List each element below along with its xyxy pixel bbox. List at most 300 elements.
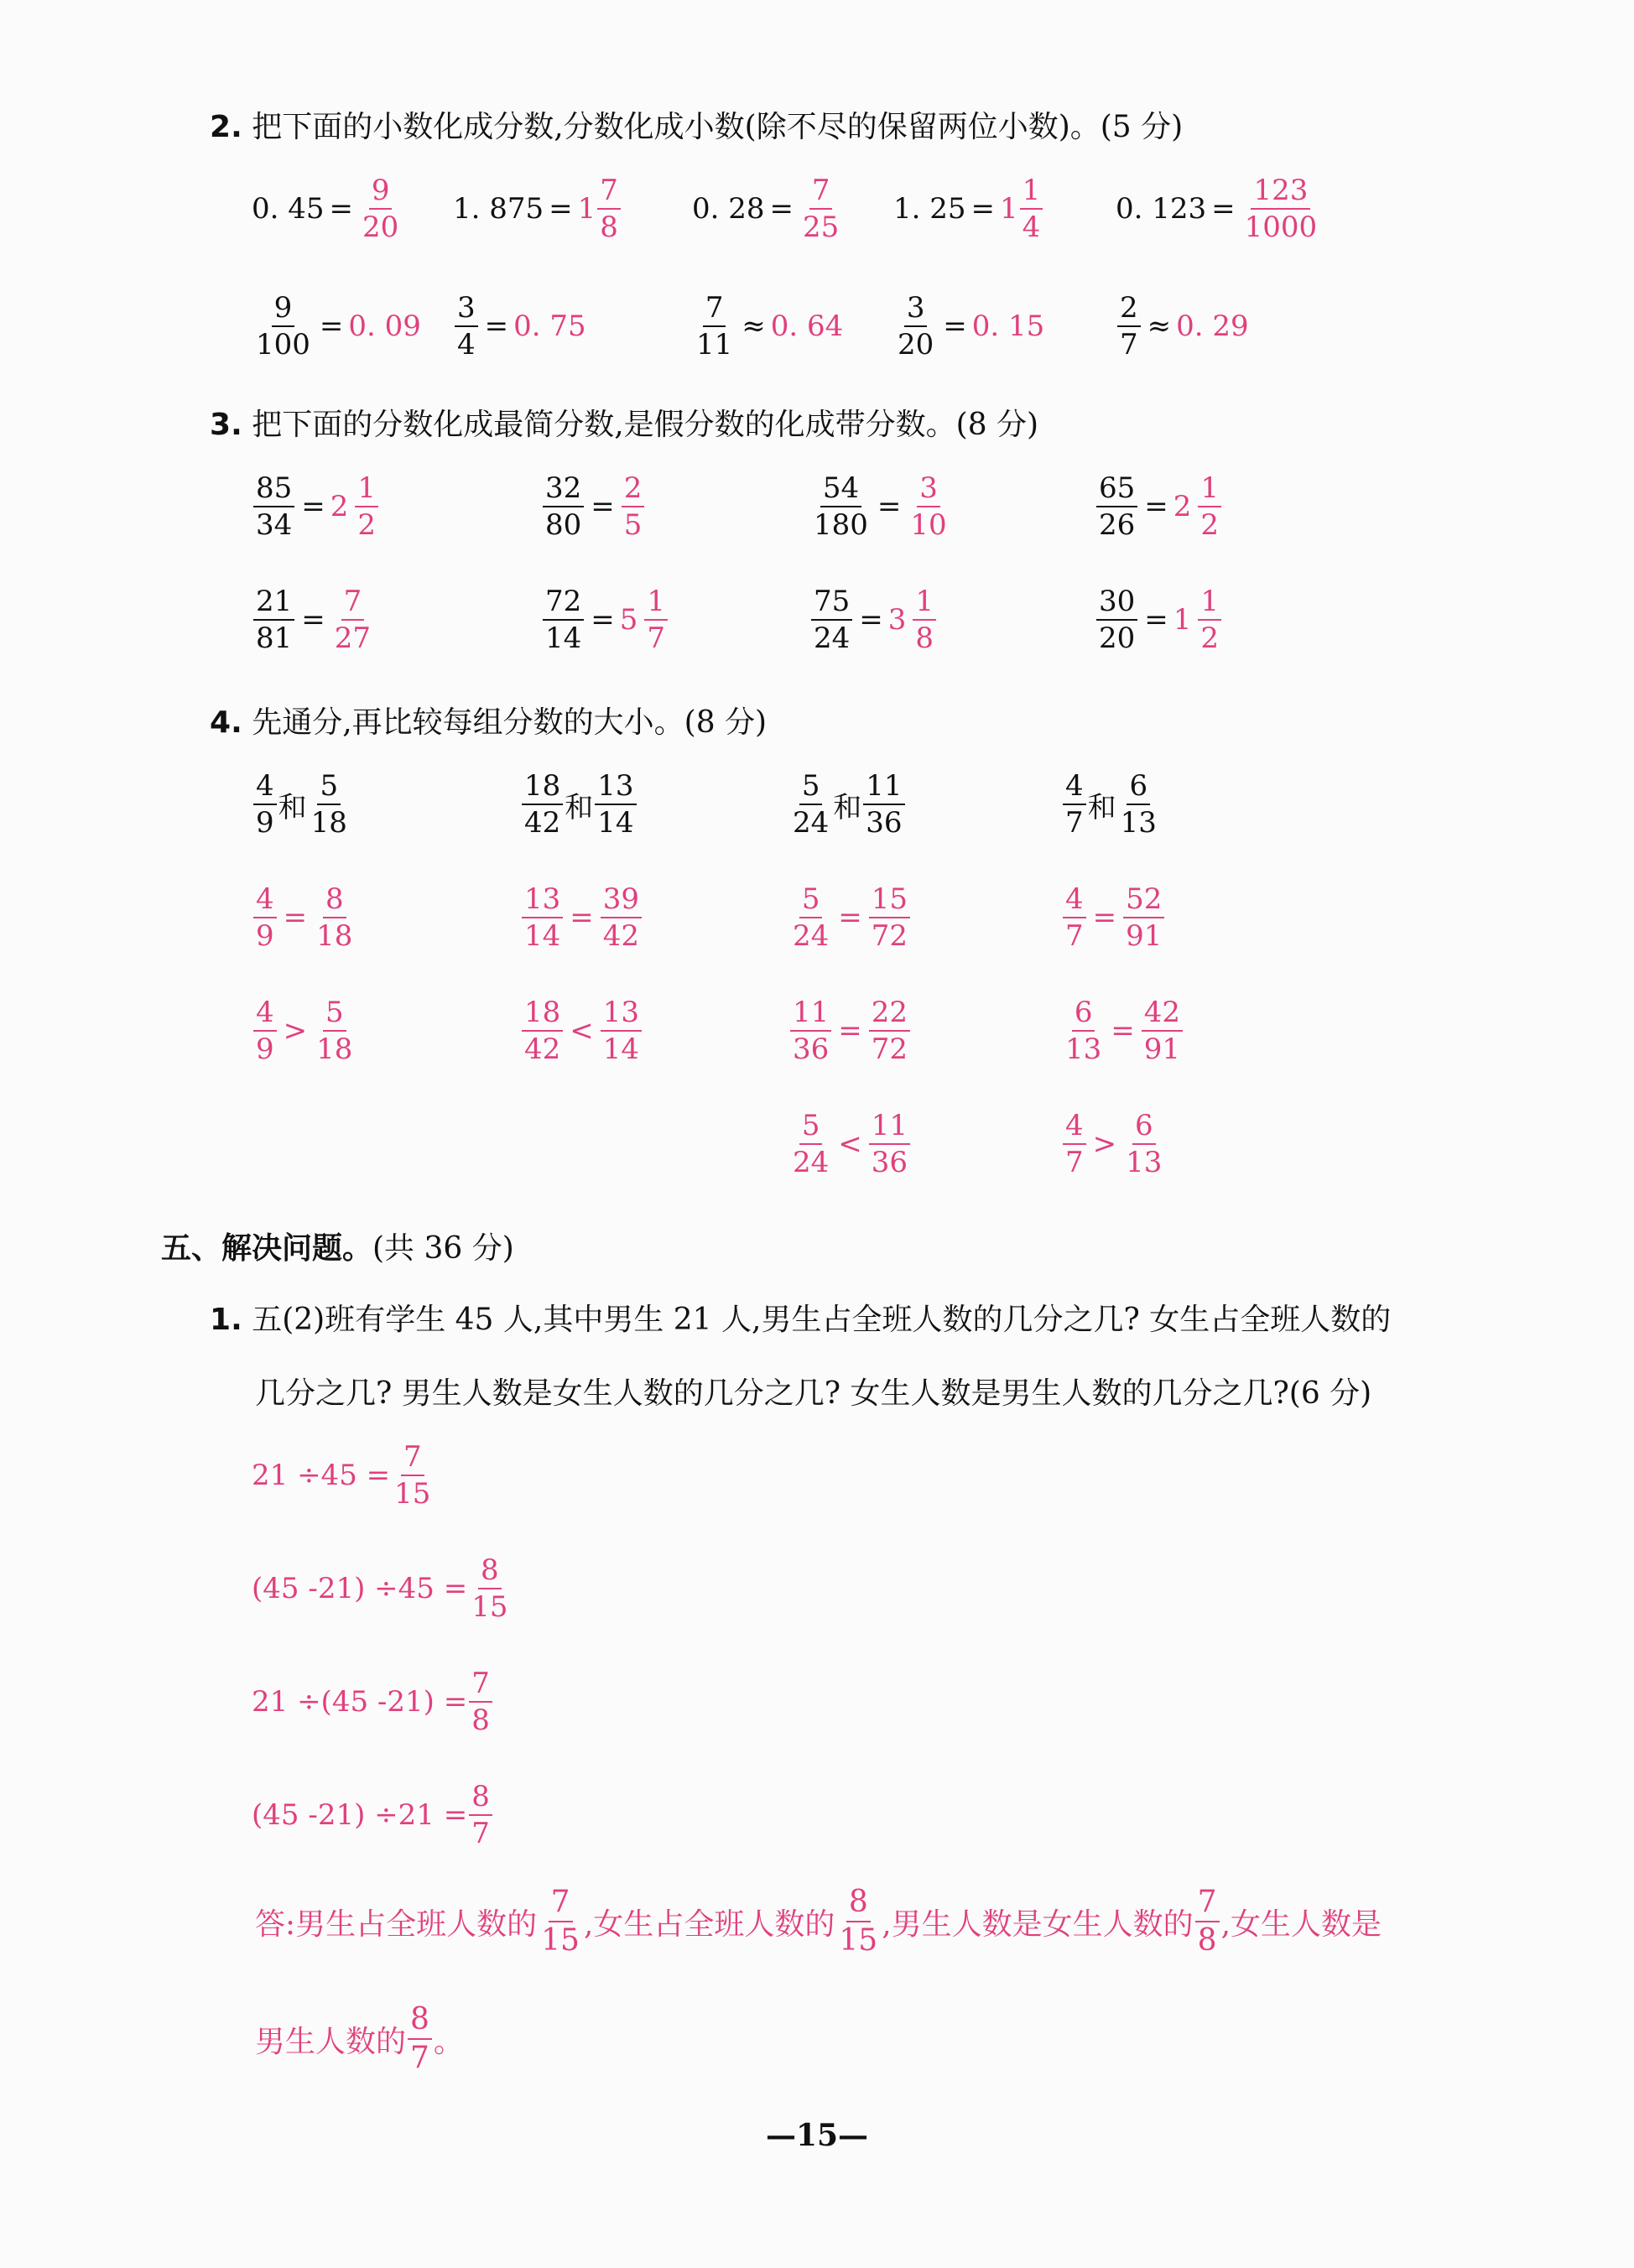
fraction-denominator: 42 (524, 806, 561, 840)
fraction-numerator: 75 (811, 587, 852, 621)
fraction-denominator: 2 (357, 508, 377, 542)
fraction (595, 769, 636, 840)
fraction-denominator: 36 (793, 1033, 830, 1066)
fraction-numerator: 5 (323, 998, 346, 1032)
fraction-numerator: 39 (601, 885, 642, 918)
whole-part: 3 (887, 603, 907, 637)
fraction-denominator: 18 (310, 806, 347, 840)
fraction-denominator: 24 (814, 622, 851, 655)
q3-title: 3. 把下面的分数化成最简分数,是假分数的化成带分数。(8 分) (210, 408, 1039, 442)
equals-sign: = (301, 490, 325, 523)
fraction-numerator: 4 (253, 772, 277, 805)
frac-den: 15 (541, 1923, 580, 1958)
fraction-numerator: 9 (369, 176, 393, 210)
frac-den: 7 (410, 2041, 429, 2075)
q2-row1 (252, 176, 1426, 260)
fraction-numerator: 72 (543, 587, 584, 621)
relation-sign: = (1092, 901, 1117, 934)
fraction (253, 882, 277, 953)
fraction (811, 471, 871, 542)
step-expression: (45 -21) ÷45 = (252, 1572, 468, 1605)
q4-number: 4 (210, 705, 232, 740)
equals-sign: = (301, 603, 325, 637)
equals-sign: = (1211, 192, 1236, 226)
fraction (314, 998, 355, 1064)
whole-part: 1 (1000, 192, 1018, 226)
fraction-numerator: 8 (469, 1782, 492, 1816)
s5-answer-line1 (255, 1887, 1382, 1956)
fraction-numerator: 22 (869, 998, 910, 1032)
fraction-denominator: 2 (1200, 622, 1220, 655)
relation-sign: ≈ (1147, 310, 1172, 343)
calculation-step (252, 1669, 494, 1735)
equals-sign: = (329, 192, 354, 226)
fraction (644, 587, 668, 653)
fraction (1142, 998, 1183, 1064)
fraction-numerator: 7 (809, 176, 833, 210)
fraction-to-decimal-item (893, 291, 1045, 362)
fraction (1198, 587, 1221, 653)
fraction (522, 998, 563, 1064)
fraction (908, 471, 949, 542)
decimal-value: 0. 28 (692, 192, 765, 226)
fraction (1118, 769, 1159, 840)
fraction-to-decimal-item (1116, 291, 1249, 362)
fraction-denominator: 24 (793, 1146, 830, 1179)
fraction-denominator: 72 (871, 1033, 908, 1066)
decimal-result: 0. 15 (971, 310, 1045, 343)
fraction-numerator: 3 (455, 294, 478, 327)
fraction (522, 769, 563, 840)
fraction-denominator: 24 (793, 806, 830, 840)
fraction-numerator: 11 (863, 772, 904, 805)
fraction (332, 587, 373, 653)
relation-sign: < (570, 1014, 594, 1048)
comparison-step (252, 882, 356, 953)
calculation-step (252, 1440, 435, 1511)
fraction-denominator: 7 (1065, 1146, 1084, 1179)
fraction-numerator: 8 (323, 885, 346, 918)
comparison-step (1061, 998, 1184, 1064)
fraction-denominator: 81 (256, 622, 293, 655)
relation-sign: < (838, 1127, 862, 1161)
fraction-denominator: 7 (1065, 919, 1084, 953)
decimal-result: 0. 29 (1176, 310, 1249, 343)
fraction (895, 291, 936, 362)
fraction-numerator: 1 (1020, 176, 1043, 210)
fraction (597, 176, 621, 242)
q3-text: 把下面的分数化成最简分数,是假分数的化成带分数。(8 分) (252, 408, 1039, 442)
decimal-result: 0. 75 (513, 310, 586, 343)
decimal-to-fraction-item (252, 176, 403, 242)
answer-part5: 男生人数的 (255, 2024, 407, 2059)
fraction-numerator: 18 (522, 772, 563, 805)
q4-text: 先通分,再比较每组分数的大小。(8 分) (252, 705, 768, 740)
fraction-denominator: 8 (915, 622, 934, 655)
fraction-numerator: 123 (1251, 176, 1310, 210)
fraction-denominator: 2 (1200, 508, 1220, 542)
fraction-denominator: 7 (1120, 328, 1138, 362)
relation-sign: = (570, 901, 594, 934)
fraction (253, 587, 294, 653)
fraction-denominator: 13 (1065, 1033, 1102, 1066)
fraction-numerator: 5 (799, 772, 823, 805)
fraction (253, 291, 313, 362)
fraction-numerator: 4 (1063, 772, 1086, 805)
fraction (1096, 471, 1137, 542)
fraction-numerator: 1 (913, 587, 936, 621)
fraction-numerator: 9 (272, 294, 295, 327)
fraction-numerator: 7 (469, 1669, 492, 1703)
fraction (314, 882, 355, 953)
q4-grid (252, 769, 1342, 1179)
fraction (392, 1440, 433, 1511)
fraction-numerator: 4 (253, 885, 277, 918)
fraction-denominator: 9 (256, 919, 274, 953)
fraction-denominator: 20 (362, 211, 399, 244)
fraction (790, 769, 831, 840)
equals-sign: = (859, 603, 883, 637)
fraction (1198, 471, 1221, 542)
simplify-fraction-item (252, 587, 375, 653)
equals-sign: = (877, 490, 902, 523)
fraction-numerator: 4 (253, 998, 277, 1032)
fraction-numerator: 13 (595, 772, 636, 805)
fraction-denominator: 4 (457, 328, 476, 362)
fraction-numerator: 65 (1096, 474, 1137, 507)
fraction (1063, 1111, 1086, 1177)
answer-part2: ,女生占全班人数的 (583, 1906, 835, 1942)
fraction-pair (520, 769, 638, 840)
comparison-step (520, 998, 643, 1064)
fraction-denominator: 9 (256, 806, 274, 840)
fraction-numerator: 7 (341, 587, 365, 621)
decimal-to-fraction-item (1116, 176, 1321, 242)
fraction (869, 998, 910, 1064)
answer-part3: ,男生人数是女生人数的 (882, 1906, 1194, 1942)
fraction (1063, 998, 1104, 1064)
fraction-numerator: 7 (597, 176, 621, 210)
s5-q1-text2: 几分之几? 男生人数是女生人数的几分之几? 女生人数是男生人数的几分之几?(6 分) (255, 1376, 1372, 1411)
fraction (800, 176, 841, 242)
fraction (1117, 291, 1141, 362)
frac-num: 7 (549, 1887, 573, 1922)
fraction-denominator: 20 (1099, 622, 1136, 655)
fraction-numerator: 5 (799, 1111, 823, 1145)
relation-sign: > (1092, 1127, 1117, 1161)
pair-connector: 和 (565, 790, 594, 824)
fraction (543, 471, 584, 542)
decimal-to-fraction-item (453, 176, 622, 242)
equals-sign: = (1144, 603, 1168, 637)
q4-title: 4. 先通分,再比较每组分数的大小。(8 分) (210, 705, 768, 740)
fraction (913, 587, 936, 653)
fraction-numerator: 13 (601, 998, 642, 1032)
step-expression: 21 ÷45 = (252, 1459, 391, 1492)
s5-q1-line2 (255, 1376, 1371, 1412)
s5-q1-steps (252, 1440, 923, 1862)
relation-sign: = (484, 310, 509, 343)
fraction-numerator: 15 (869, 885, 910, 918)
section5-score: (共 36 分) (372, 1231, 514, 1266)
fraction (869, 1111, 910, 1177)
fraction-numerator: 5 (317, 772, 341, 805)
frac-num: 7 (1195, 1887, 1220, 1922)
decimal-value: 1. 25 (893, 192, 966, 226)
fraction (601, 882, 642, 953)
fraction-numerator: 2 (622, 474, 645, 507)
q2-text: 把下面的小数化成分数,分数化成小数(除不尽的保留两位小数)。(5 分) (252, 110, 1184, 144)
fraction-numerator: 1 (1198, 587, 1221, 621)
fraction (469, 1669, 492, 1735)
fraction (1063, 882, 1086, 953)
relation-sign: = (838, 901, 862, 934)
fraction-denominator: 11 (696, 328, 733, 362)
fraction-numerator: 30 (1096, 587, 1137, 621)
fraction-denominator: 15 (471, 1590, 508, 1624)
fraction-to-decimal-item (453, 291, 586, 362)
fraction-denominator: 1000 (1244, 211, 1318, 244)
fraction (360, 176, 401, 242)
fraction-denominator: 91 (1143, 1033, 1181, 1066)
fraction (790, 882, 831, 953)
fraction (1242, 176, 1320, 242)
answer-part6: 。 (433, 2024, 464, 2059)
simplify-fraction-item (809, 471, 951, 542)
fraction-numerator: 7 (703, 294, 726, 327)
whole-part: 1 (577, 192, 596, 226)
fraction-denominator: 180 (814, 508, 868, 542)
fraction-numerator: 1 (644, 587, 668, 621)
fraction (869, 882, 910, 953)
step-expression: (45 -21) ÷21 = (252, 1798, 468, 1832)
page-number (0, 2118, 1634, 2153)
fraction (1123, 882, 1164, 953)
fraction (863, 769, 904, 840)
relation-sign: = (943, 310, 967, 343)
decimal-result: 0. 09 (348, 310, 421, 343)
answer-part4: ,女生人数是 (1220, 1906, 1382, 1942)
simplify-fraction-item (541, 587, 669, 653)
fraction-denominator: 34 (256, 508, 293, 542)
fraction (253, 769, 277, 840)
decimal-to-fraction-item (692, 176, 843, 242)
step-expression: 21 ÷(45 -21) = (252, 1685, 468, 1719)
relation-sign: = (838, 1014, 862, 1048)
q3-row2 (252, 587, 1342, 663)
pair-connector: 和 (833, 790, 862, 824)
answer-fraction-1 (539, 1887, 582, 1956)
fraction-denominator: 42 (602, 919, 640, 953)
relation-sign: ≈ (742, 310, 766, 343)
fraction (1063, 769, 1086, 840)
q2-number: 2 (210, 110, 232, 144)
fraction-denominator: 10 (910, 508, 947, 542)
fraction-numerator: 4 (1063, 885, 1086, 918)
fraction (811, 587, 852, 653)
fraction-denominator: 14 (597, 806, 634, 840)
fraction-numerator: 52 (1123, 885, 1164, 918)
fraction (790, 998, 831, 1064)
fraction-to-decimal-item (252, 291, 421, 362)
fraction-numerator: 4 (1063, 1111, 1086, 1145)
s5-q1-line1: 1. 五(2)班有学生 45 人,其中男生 21 人,男生占全班人数的几分之几? 女生占全班人数的 (210, 1303, 1392, 1337)
fraction-denominator: 7 (647, 622, 666, 655)
fraction-numerator: 6 (1072, 998, 1095, 1032)
fraction-numerator: 2 (1117, 294, 1141, 327)
fraction-numerator: 5 (799, 885, 823, 918)
whole-part: 2 (330, 490, 349, 523)
simplify-fraction-item (1095, 587, 1223, 653)
fraction-numerator: 11 (869, 1111, 910, 1145)
fraction (309, 769, 350, 840)
simplify-fraction-item (252, 471, 380, 542)
fraction (455, 291, 478, 362)
fraction-numerator: 3 (904, 294, 928, 327)
fraction-numerator: 7 (401, 1443, 424, 1476)
fraction-denominator: 8 (471, 1704, 490, 1737)
pair-connector: 和 (278, 790, 307, 824)
comparison-step (788, 882, 912, 953)
fraction-pair (788, 769, 907, 840)
fraction-denominator: 5 (623, 508, 643, 542)
simplify-fraction-item (541, 471, 646, 542)
fraction (1020, 176, 1043, 242)
fraction-numerator: 1 (1198, 474, 1221, 507)
fraction (469, 1782, 492, 1848)
answer-fraction-2 (836, 1887, 880, 1956)
fraction-denominator: 7 (1065, 806, 1084, 840)
whole-part: 5 (619, 603, 638, 637)
equals-sign: = (769, 192, 794, 226)
fraction (253, 998, 277, 1064)
frac-den: 8 (1197, 1923, 1217, 1958)
fraction (355, 471, 378, 542)
relation-sign: = (319, 310, 344, 343)
fraction-numerator: 6 (1132, 1111, 1156, 1145)
fraction-denominator: 15 (394, 1477, 431, 1511)
comparison-step (520, 882, 643, 953)
decimal-value: 0. 45 (252, 192, 325, 226)
fraction-denominator: 18 (316, 919, 353, 953)
fraction-denominator: 13 (1126, 1146, 1163, 1179)
fraction-denominator: 14 (524, 919, 561, 953)
calculation-step (252, 1553, 512, 1624)
fraction-denominator: 13 (1120, 806, 1157, 840)
fraction-denominator: 36 (871, 1146, 908, 1179)
comparison-step (1061, 1111, 1166, 1177)
decimal-value: 1. 875 (453, 192, 544, 226)
fraction (1123, 1111, 1164, 1177)
fraction-denominator: 18 (316, 1033, 353, 1066)
q3-row1 (252, 471, 1342, 549)
pair-connector: 和 (1087, 790, 1116, 824)
decimal-to-fraction-item (893, 176, 1044, 242)
fraction-denominator: 14 (545, 622, 582, 655)
fraction-numerator: 13 (522, 885, 563, 918)
s5-answer-line2 (255, 2002, 464, 2075)
fraction (622, 471, 645, 542)
fraction-numerator: 85 (253, 474, 294, 507)
answer-part1: 答:男生占全班人数的 (255, 1906, 538, 1942)
fraction-denominator: 9 (256, 1033, 274, 1066)
page-number-text: —15— (765, 2118, 869, 2153)
equals-sign: = (591, 603, 615, 637)
simplify-fraction-item (809, 587, 938, 653)
s5-q1-number: 1 (210, 1303, 232, 1337)
fraction-denominator: 4 (1022, 211, 1041, 244)
fraction-denominator: 8 (600, 211, 618, 244)
fraction-numerator: 18 (522, 998, 563, 1032)
fraction-denominator: 24 (793, 919, 830, 953)
fraction-denominator: 27 (334, 622, 372, 655)
fraction-numerator: 6 (1127, 772, 1150, 805)
fraction-denominator: 7 (471, 1817, 490, 1850)
simplify-fraction-item (1095, 471, 1223, 542)
fraction-numerator: 8 (478, 1556, 502, 1589)
fraction-numerator: 11 (790, 998, 831, 1032)
equals-sign: = (971, 192, 996, 226)
fraction-numerator: 54 (820, 474, 861, 507)
fraction-numerator: 42 (1142, 998, 1183, 1032)
fraction-numerator: 32 (543, 474, 584, 507)
fraction (1096, 587, 1137, 653)
decimal-result: 0. 64 (770, 310, 844, 343)
fraction (522, 882, 563, 953)
fraction-denominator: 91 (1126, 919, 1163, 953)
fraction-numerator: 21 (253, 587, 294, 621)
fraction-pair (1061, 769, 1161, 840)
fraction-denominator: 72 (871, 919, 908, 953)
whole-part: 2 (1173, 490, 1192, 523)
equals-sign: = (591, 490, 615, 523)
section5-title (161, 1225, 514, 1267)
fraction (790, 1111, 831, 1177)
decimal-value: 0. 123 (1116, 192, 1207, 226)
fraction (469, 1553, 510, 1624)
frac-num: 8 (408, 2005, 432, 2040)
fraction-numerator: 3 (917, 474, 940, 507)
frac-den: 15 (839, 1923, 878, 1958)
answer-fraction-3 (1195, 1887, 1220, 1956)
fraction (601, 998, 642, 1064)
comparison-step (1061, 882, 1166, 953)
calculation-step (252, 1782, 494, 1848)
q3-number: 3 (210, 408, 232, 442)
fraction-denominator: 26 (1099, 508, 1136, 542)
section5-heading: 五、解决问题。 (161, 1231, 373, 1266)
fraction-pair (252, 769, 351, 840)
fraction-to-decimal-item (692, 291, 844, 362)
answer-fraction-4 (408, 2002, 432, 2075)
fraction-denominator: 20 (898, 328, 934, 362)
equals-sign: = (549, 192, 573, 226)
s5-q1-text1: 五(2)班有学生 45 人,其中男生 21 人,男生占全班人数的几分之几? 女生占全班人数的 (252, 1303, 1392, 1337)
comparison-step (788, 1111, 912, 1177)
relation-sign: = (283, 901, 308, 934)
relation-sign: > (283, 1014, 308, 1048)
equals-sign: = (1144, 490, 1168, 523)
fraction-denominator: 25 (803, 211, 840, 244)
fraction-denominator: 80 (545, 508, 582, 542)
q2-row2 (252, 291, 1426, 377)
whole-part: 1 (1173, 603, 1192, 637)
comparison-step (252, 998, 356, 1064)
fraction (253, 471, 294, 542)
fraction-numerator: 1 (355, 474, 378, 507)
frac-num: 8 (846, 1887, 871, 1922)
fraction-denominator: 14 (602, 1033, 640, 1066)
